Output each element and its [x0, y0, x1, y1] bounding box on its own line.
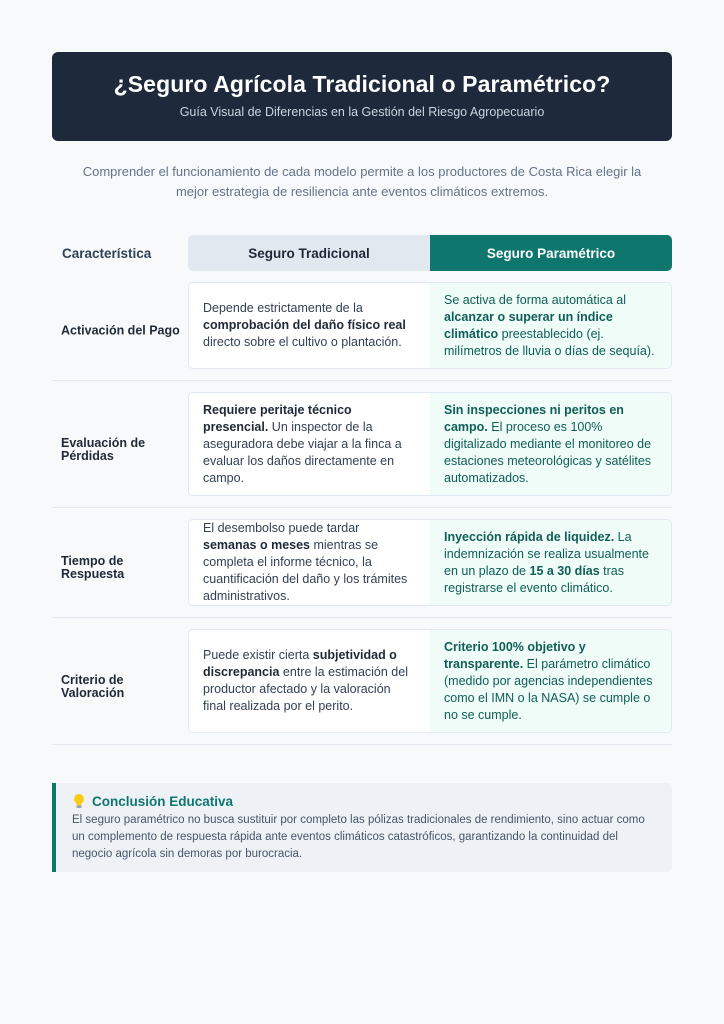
- cell-text-emphasis: Criterio 100% objetivo y transparente.: [444, 639, 586, 671]
- cell-text-emphasis: Requiere peritaje técnico presencial.: [203, 402, 352, 434]
- cell-text: [203, 520, 416, 605]
- page-header: [52, 52, 672, 141]
- cell-text: [444, 292, 657, 360]
- cell-text-segment: Depende estrictamente de la: [203, 301, 363, 315]
- cell-text-segment: Un inspector de la aseguradora debe viajar a la finca a evaluar los daños directamente en campo.: [203, 419, 402, 485]
- conclusion-title: Conclusión Educativa: [92, 793, 234, 809]
- cell-text-emphasis: semanas o meses: [203, 538, 311, 552]
- column-header-parametric: Seguro Paramétrico: [430, 235, 672, 271]
- row-cells: [188, 629, 672, 733]
- cell-text-emphasis: alcanzar o superar un índice climático: [444, 309, 613, 341]
- intro-line: Comprender el funcionamiento de cada modelo permite a los productores de Costa Rica elegir la: [82, 164, 642, 179]
- conclusion-box: [52, 783, 672, 872]
- cell-text-emphasis: comprobación del daño físico real: [203, 318, 406, 332]
- page-subtitle: Guía Visual de Diferencias en la Gestión del Riesgo Agropecuario: [179, 105, 545, 119]
- cell-text-emphasis: 15 a 30 días: [529, 563, 600, 578]
- table-row: [52, 519, 672, 618]
- traditional-cell: [189, 520, 430, 605]
- cell-text-segment: mientras se completa el informe técnico, la cuantificación del daño y los trámites administrativos.: [203, 538, 408, 603]
- cell-text: [203, 402, 416, 487]
- cell-text-segment: tras registrarse el evento climático.: [444, 563, 625, 595]
- cell-text-segment: directo sobre el cultivo o plantación.: [203, 335, 402, 349]
- row-label: Criterio de Valoración: [61, 672, 125, 700]
- cell-text: [203, 647, 416, 715]
- traditional-cell: [189, 630, 430, 732]
- page-title: ¿Seguro Agrícola Tradicional o Paramétrico?: [113, 71, 611, 97]
- cell-text-segment: El parámetro climático (medido por agencias independientes como el IMN o la NASA) se cumple o no se cumple.: [444, 656, 653, 722]
- row-label: Activación del Pago: [61, 323, 180, 338]
- lightbulb-icon: [72, 793, 86, 809]
- intro-text: [70, 162, 654, 202]
- cell-text-segment: El desembolso puede tardar: [203, 521, 360, 535]
- table-row: [52, 282, 672, 381]
- cell-text-emphasis: subjetividad o discrepancia: [203, 648, 397, 679]
- cell-text: [444, 529, 657, 597]
- cell-text-emphasis: Sin inspecciones ni peritos en campo.: [444, 402, 624, 434]
- column-header-characteristic: Característica: [62, 245, 152, 261]
- cell-text: [444, 402, 657, 487]
- row-label: Evaluación de Pérdidas: [61, 435, 146, 463]
- cell-text-emphasis: Inyección rápida de liquidez.: [444, 529, 615, 544]
- intro-line: mejor estrategia de resiliencia ante eventos climáticos extremos.: [175, 184, 549, 199]
- cell-text-segment: Puede existir cierta: [203, 648, 313, 662]
- traditional-cell: [189, 283, 430, 368]
- row-cells: [188, 519, 672, 606]
- parametric-cell: [430, 283, 671, 368]
- row-cells: [188, 282, 672, 369]
- cell-text-segment: La indemnización se realiza usualmente en un plazo de: [444, 529, 649, 578]
- table-row: [52, 629, 672, 745]
- conclusion-heading: [72, 793, 656, 809]
- parametric-cell: [430, 630, 671, 732]
- conclusion-text: El seguro paramétrico no busca sustituir por completo las pólizas tradicionales de rendimiento, sino actuar como un complemento de respuesta rápida ante eventos climáticos catastróficos, garantizando la continuidad del negocio agrícola sin demoras por burocracia.: [72, 814, 645, 860]
- cell-text-segment: entre la estimación del productor afectado y la valoración final realizada por el perito.: [203, 665, 408, 713]
- cell-text-segment: preestablecido (ej. milímetros de lluvia o días de sequía).: [444, 326, 655, 358]
- cell-text: [444, 639, 657, 724]
- parametric-cell: [430, 520, 671, 605]
- traditional-cell: [189, 393, 430, 495]
- cell-text-segment: El proceso es 100% digitalizado mediante el monitoreo de estaciones meteorológicas y satélites automatizados.: [444, 419, 652, 485]
- column-header-traditional: Seguro Tradicional: [188, 235, 430, 271]
- table-row: [52, 392, 672, 508]
- cell-text-segment: Se activa de forma automática al: [444, 292, 627, 307]
- row-label: Tiempo de Respuesta: [61, 554, 125, 581]
- cell-text: [203, 300, 416, 351]
- row-cells: [188, 392, 672, 496]
- parametric-cell: [430, 393, 671, 495]
